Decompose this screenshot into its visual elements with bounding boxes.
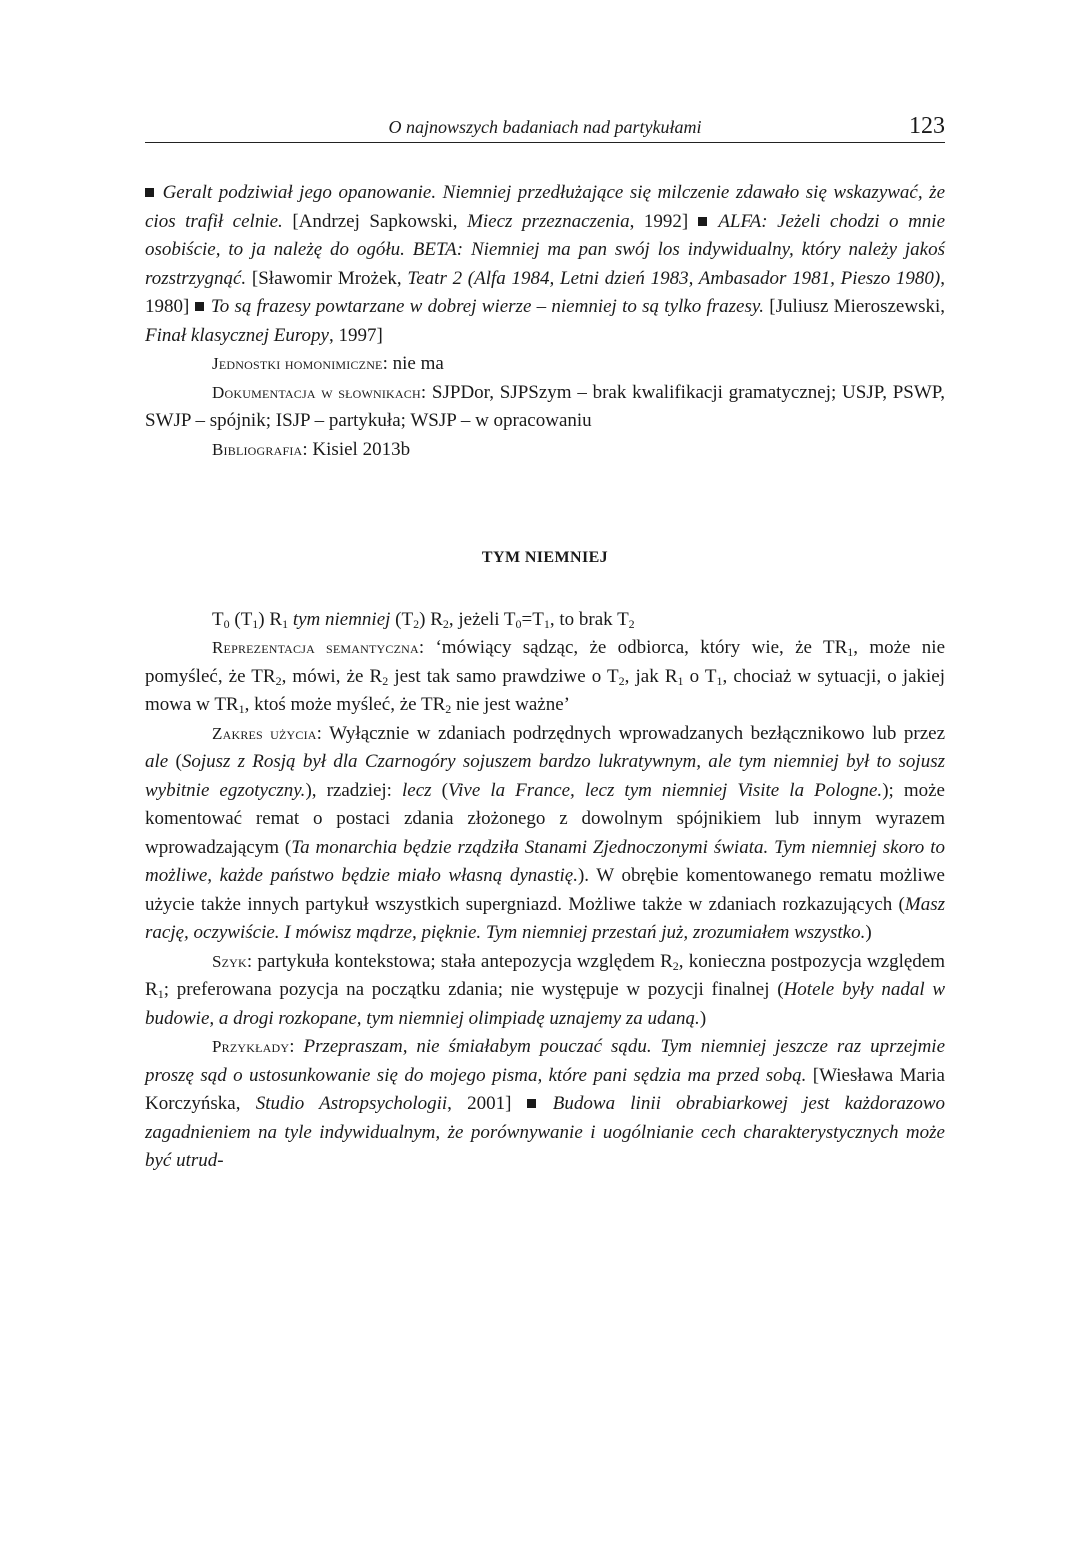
usage-label: Zakres użycia [212, 723, 317, 743]
examples-label: Przykłady [212, 1037, 290, 1056]
page-header [145, 108, 945, 143]
page-number: 123 [909, 113, 945, 139]
semantic-representation: Reprezentacja semantyczna: ‘mówiący sądząc, że odbiorca, który wie, że $TR_1$, może nie pomyśleć, że $TR_2$, mówi, że $R_2$ jest tak samo prawdziwe o $T_2$, jak $R_1$ o $T_1$, chociaż w sytuacji, o jakiej mowa w $TR_1$, ktoś może myśleć, że $TR_2$ nie jest ważne’ [145, 637, 946, 716]
bibliography-label: Bibliografia [212, 439, 303, 459]
examples-paragraph: Przykłady: Przepraszam, nie śmiałabym pouczać sądu. Tym niemniej jeszcze raz uprzejmie proszę sąd o ustosunkowanie się do mojego pisma, które pani sędzia ma przed sobą. [Wiesława Maria Korczyńska, Studio Astropsychologii, 2001] Budowa linii obrabiarkowej jest każdorazowo zagadnieniem na tyle indywidualnym, że porównywanie i uogólnianie cech charakterystycznych może być utrud- [145, 1036, 946, 1171]
example-separator-icon [145, 188, 154, 197]
dictionary-docs-value: : SJPDor, SJPSzym – brak kwalifikacji gramatycznej; USJP, PSWP, SWJP – spójnik; ISJP – partykuła; WSJP – w opracowaniu [145, 381, 945, 431]
example-2: ALFA: Jeżeli chodzi o mnie osobiście, to ja należę do ogółu. BETA: Niemniej ma pan swój los indywidualny, który należy jakoś rozstrzygnąć. [Sławomir Mrożek, Teatr 2 (Alfa 1984, Letni dzień 1983, Ambasador 1981, Pieszo 1980), 1980] [145, 210, 946, 317]
dictionary-docs-line [145, 379, 945, 436]
bibliography-value: : Kisiel 2013b [302, 438, 411, 460]
example-1: Geralt podziwiał jego opanowanie. Niemniej przedłużające się milczenie zdawało się wskazywać, że cios trafił celnie. [Andrzej Sapkowski, Miecz przeznaczenia, 1992] [145, 182, 946, 232]
entry-formula: $T_0$ $(T_1)$ $R_1$ tym niemniej $(T_2)$ $R_2$, jeżeli $T_0=T_1$, to brak $T_2$ [212, 608, 635, 631]
example-separator-icon [527, 1099, 536, 1108]
word-order: Szyk: partykuła kontekstowa; stała antepozycja względem $R_2$, konieczna postpozycja względem $R_1$; preferowana pozycja na początku zdania; nie występuje w pozycji finalnej (Hotele były nadal w budowie, a drogi rozkopane, tym niemniej olimpiadę uznajemy za udaną.) [145, 950, 945, 1029]
usage-scope: Zakres użycia: Wyłącznie w zdaniach podrzędnych wprowadzanych bezłącznikowo lub przez ale (Sojusz z Rosją był dla Czarnogóry sojuszem bardzo lukratywnym, ale tym niemniej był to sojusz wybitnie egzotyczny.), rzadziej: lecz (Vive la France, lecz tym niemniej Visite la Pologne.); może komentować remat o postaci zdania złożonego z dowolnym spójnikiem lub innym wyrazem wprowadzającym (Ta monarchia będzie rządziła Stanami Zjednoczonymi świata. Tym niemniej skoro to możliwe, każde państwo będzie miało własną dynastię.). W obrębie komentowanego rematu możliwe użycie także innych partykuł wszystkich supergniazd. Możliwe także w zdaniach rozkazujących (Masz rację, oczywiście. I mówisz mądrze, pięknie. Tym niemniej przestań już, zrozumiałem wszystko.) [145, 722, 946, 943]
examples-paragraph-prev [145, 179, 945, 350]
entry-title: TYM NIEMNIEJ [481, 549, 609, 566]
running-title: O najnowszych badaniach nad partykułami [388, 117, 702, 137]
book-page [145, 108, 945, 1176]
bibliography-line [145, 436, 945, 465]
example-3: To są frazesy powtarzane w dobrej wierze – niemniej to są tylko frazesy. [Juliusz Mieroszewski, Finał klasycznej Europy, 1997] [145, 296, 946, 346]
homonyms-label: Jednostki homonimiczne [212, 354, 383, 373]
homonyms-line [145, 350, 945, 379]
example-separator-icon [698, 217, 707, 226]
semantic-label: Reprezentacja semantyczna [212, 638, 419, 657]
homonyms-value: : nie ma [382, 353, 444, 374]
example-separator-icon [195, 302, 204, 311]
formula-particle: tym niemniej [292, 608, 391, 630]
dictionary-docs-label: Dokumentacja w słownikach [212, 382, 421, 402]
page-body [145, 179, 945, 1176]
word-order-label: Szyk [212, 951, 247, 971]
